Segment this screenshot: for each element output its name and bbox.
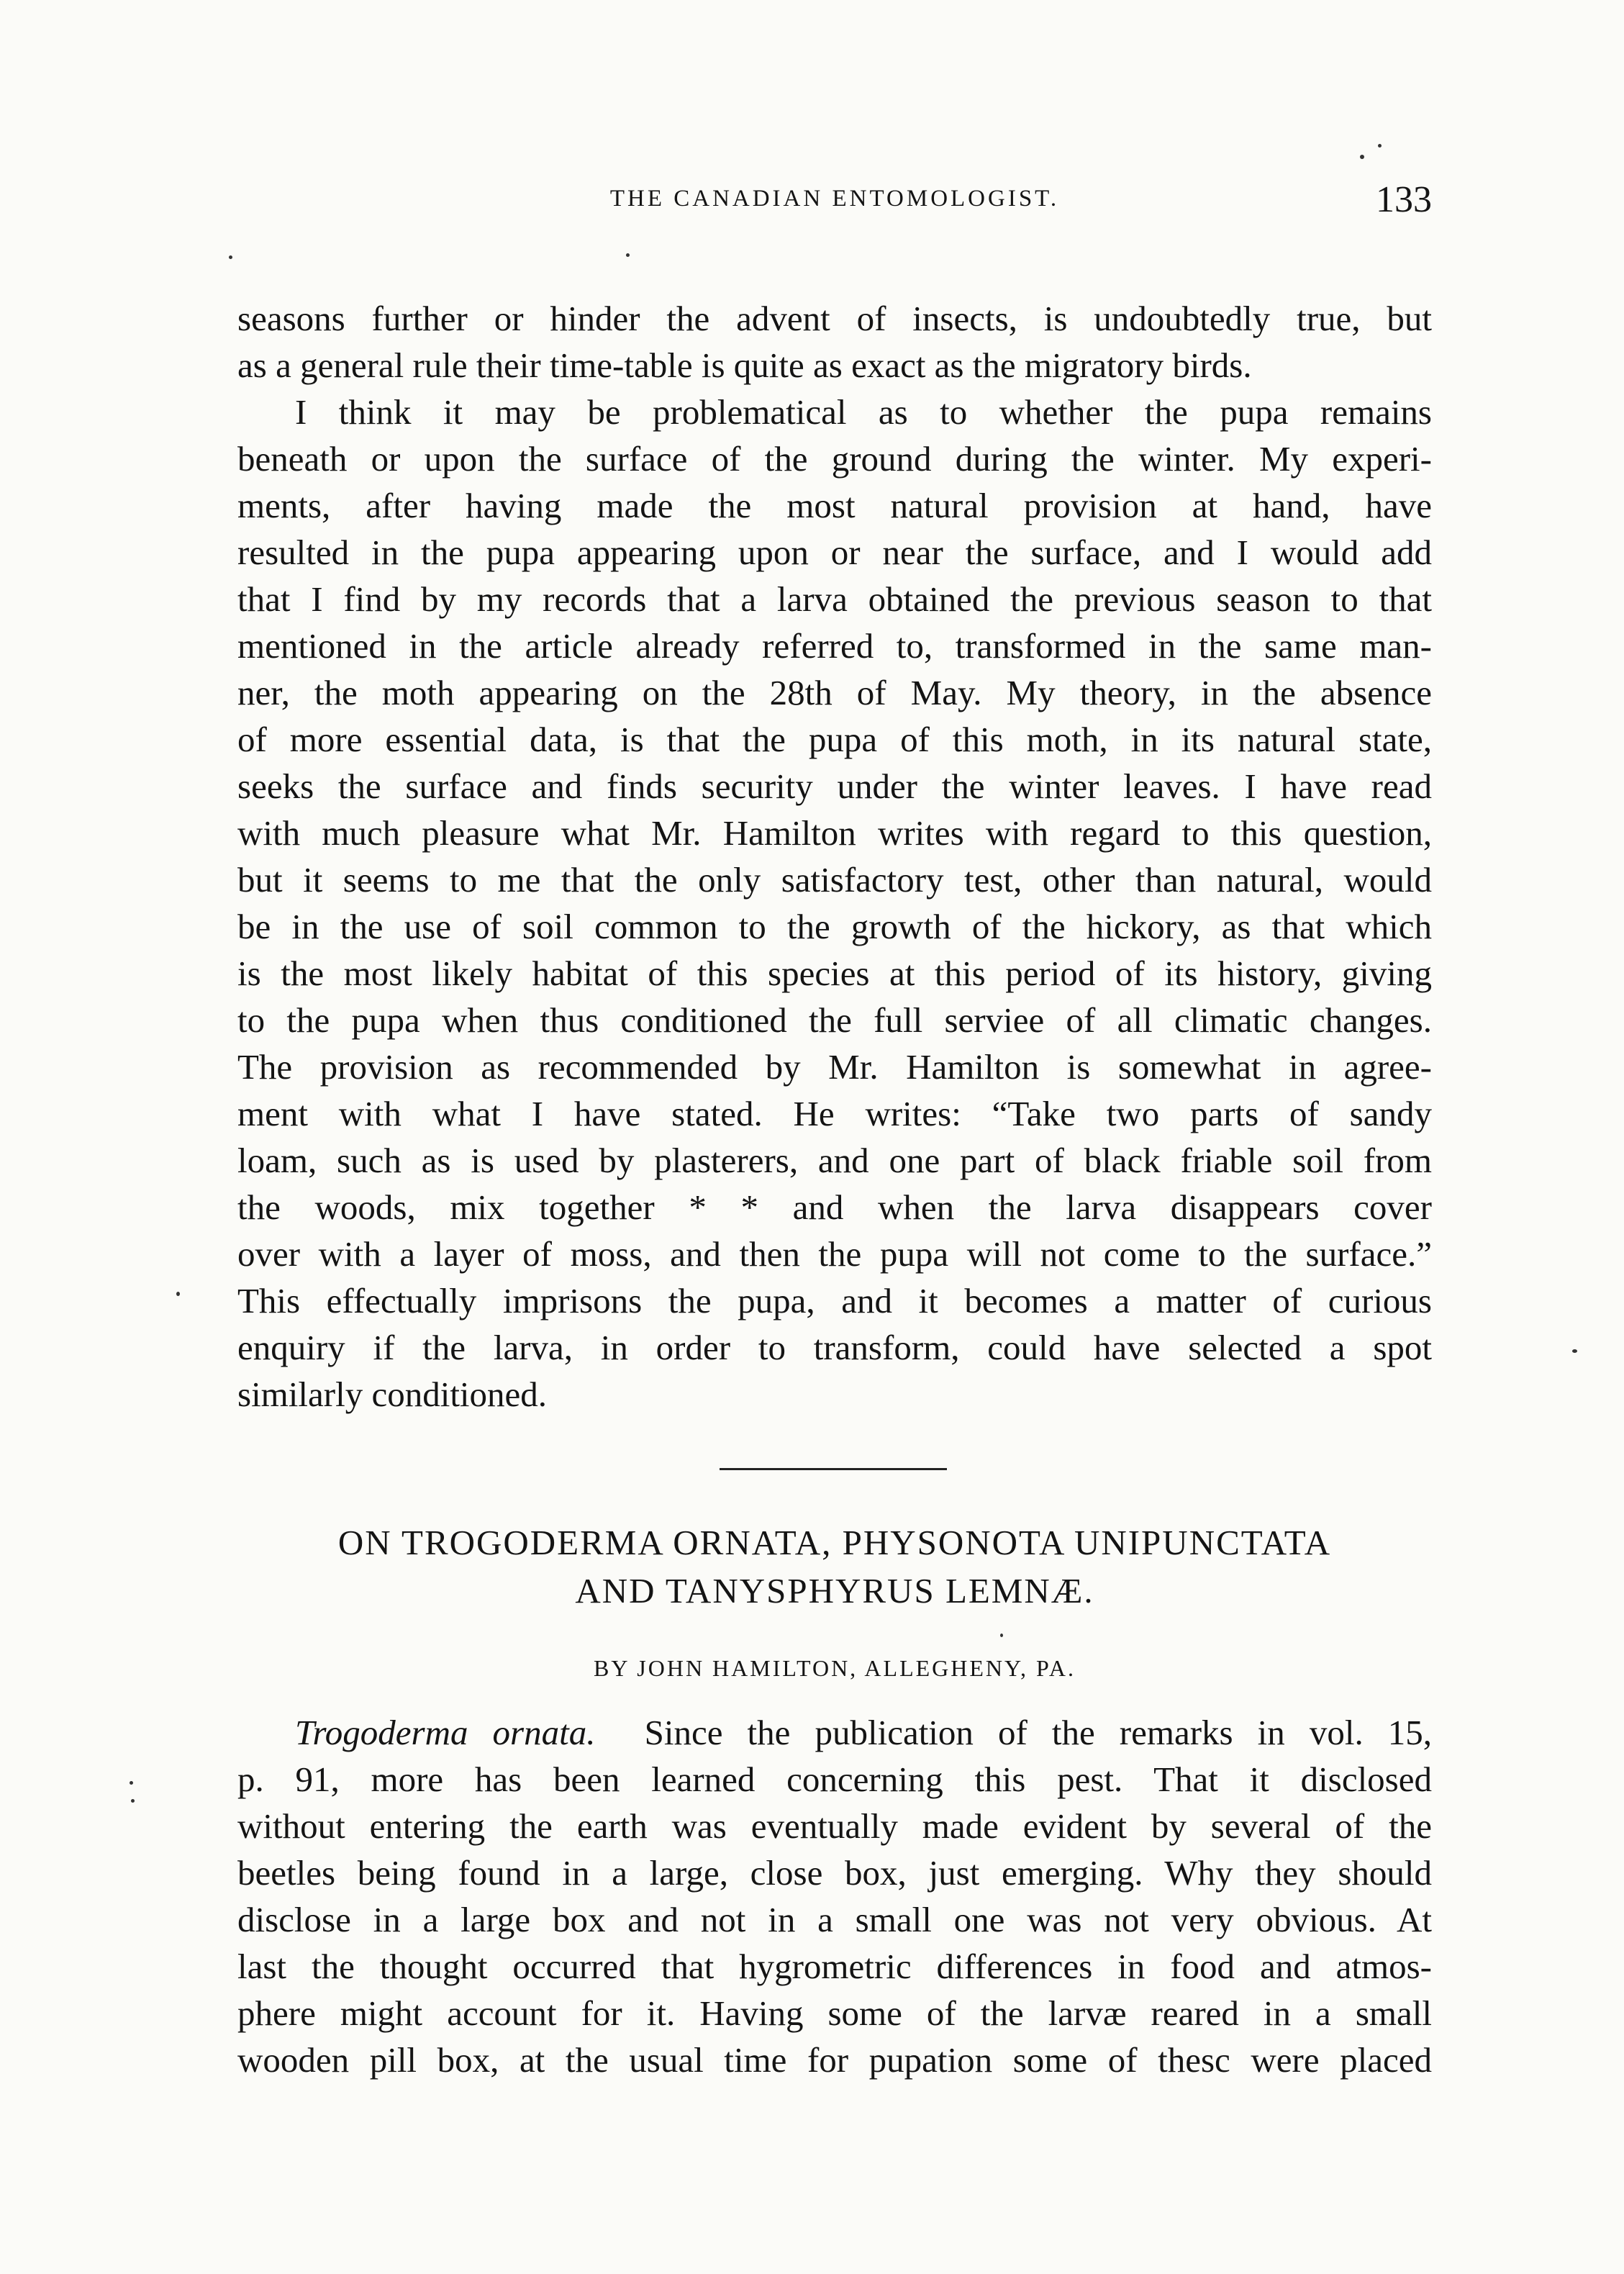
text-line: seasons further or hinder the advent of insects, is undoubtedly true, but bbox=[237, 299, 1432, 338]
text-line bbox=[237, 1709, 1432, 1756]
scan-speck bbox=[130, 1781, 133, 1785]
article-title-line: AND TANYSPHYRUS LEMNÆ. bbox=[575, 1571, 1094, 1611]
scan-speck bbox=[176, 1292, 180, 1296]
article-paragraph bbox=[237, 1709, 1432, 2083]
text-line: wooden pill box, at the usual time for pupation some of thesc were placed bbox=[237, 2040, 1432, 2080]
text-line: ments, after having made the most natural provision at hand, have bbox=[237, 486, 1432, 525]
text-line: is the most likely habitat of this species at this period of its history, giving bbox=[237, 953, 1432, 993]
text-line: The provision as recommended by Mr. Hamilton is somewhat in agree- bbox=[237, 1047, 1432, 1087]
text-line: p. 91, more has been learned concerning this pest. That it disclosed bbox=[237, 1759, 1432, 1799]
text-line: of more essential data, is that the pupa of this moth, in its natural state, bbox=[237, 720, 1432, 759]
text-line: I think it may be problematical as to whether the pupa remains bbox=[295, 392, 1432, 432]
text-line: last the thought occurred that hygrometric differences in food and atmos- bbox=[237, 1947, 1432, 1986]
scan-speck bbox=[131, 1799, 135, 1803]
text-line: without entering the earth was eventually made evident by several of the bbox=[237, 1806, 1432, 1846]
scan-speck bbox=[1378, 144, 1382, 148]
text-line: beetles being found in a large, close box, just emerging. Why they should bbox=[237, 1853, 1432, 1893]
article-title bbox=[237, 1518, 1432, 1615]
text-line: but it seems to me that the only satisfactory test, other than natural, would bbox=[237, 860, 1432, 900]
text-line: be in the use of soil common to the growth of the hickory, as that which bbox=[237, 907, 1432, 946]
text-line: beneath or upon the surface of the ground during the winter. My experi- bbox=[237, 439, 1432, 479]
text-line: ner, the moth appearing on the 28th of May. My theory, in the absence bbox=[237, 673, 1432, 712]
page-header bbox=[237, 178, 1432, 229]
scan-speck bbox=[626, 253, 630, 257]
text-line: seeks the surface and finds security under the winter leaves. I have read bbox=[237, 766, 1432, 806]
text-line: over with a layer of moss, and then the pupa will not come to the surface.” bbox=[237, 1234, 1432, 1274]
text-line: enquiry if the larva, in order to transform, could have selected a spot bbox=[237, 1328, 1432, 1367]
text-line: loam, such as is used by plasterers, and one part of black friable soil from bbox=[237, 1141, 1432, 1180]
text-line: ment with what I have stated. He writes: “Take two parts of sandy bbox=[237, 1094, 1432, 1133]
text-line: that I find by my records that a larva obtained the previous season to that bbox=[237, 579, 1432, 619]
paragraph-pupa-theory bbox=[237, 389, 1432, 1418]
continued-paragraph bbox=[237, 295, 1432, 389]
running-title: THE CANADIAN ENTOMOLOGIST. bbox=[609, 186, 1060, 212]
scan-speck bbox=[1360, 155, 1364, 159]
text-line: resulted in the pupa appearing upon or near the surface, and I would add bbox=[237, 533, 1432, 572]
page-number: 133 bbox=[1376, 179, 1432, 220]
text-span: Since the publication of the remarks in vol. 15, bbox=[644, 1713, 1432, 1752]
article-title-line: ON TROGODERMA ORNATA, PHYSONOTA UNIPUNCTATA bbox=[337, 1523, 1332, 1562]
scan-speck bbox=[1000, 1634, 1003, 1637]
species-name: Trogoderma ornata. bbox=[295, 1713, 596, 1752]
text-line: as a general rule their time-table is quite as exact as the migratory birds. bbox=[237, 345, 1252, 385]
scan-speck bbox=[229, 255, 232, 259]
text-line: phere might account for it. Having some of the larvæ reared in a small bbox=[237, 1993, 1432, 2033]
text-line: the woods, mix together * * and when the larva disappears cover bbox=[237, 1187, 1432, 1227]
text-line: similarly conditioned. bbox=[237, 1374, 548, 1414]
text-line: to the pupa when thus conditioned the full serviee of all climatic changes. bbox=[237, 1000, 1432, 1040]
text-line: This effectually imprisons the pupa, and it becomes a matter of curious bbox=[237, 1281, 1432, 1321]
article-byline: BY JOHN HAMILTON, ALLEGHENY, PA. bbox=[594, 1655, 1076, 1681]
text-line: disclose in a large box and not in a small one was not very obvious. At bbox=[237, 1900, 1432, 1939]
section-divider bbox=[720, 1468, 947, 1470]
text-line: mentioned in the article already referred to, transformed in the same man- bbox=[237, 626, 1432, 666]
text-line: with much pleasure what Mr. Hamilton writes with regard to this question, bbox=[237, 813, 1432, 853]
scan-speck bbox=[1572, 1349, 1577, 1353]
